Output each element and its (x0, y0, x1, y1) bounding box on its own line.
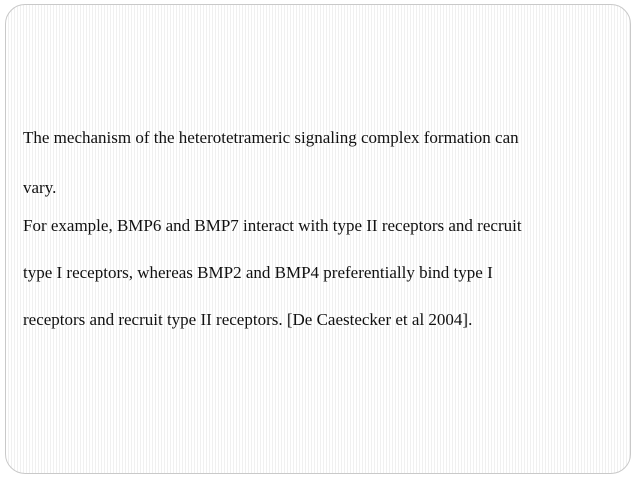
paragraph-example (23, 202, 623, 343)
paragraph-mechanism (23, 113, 623, 213)
text-line: receptors and recruit type II receptors. [De Caestecker et al 2004]. (23, 310, 473, 329)
text-line: vary. (23, 178, 57, 197)
text-line: The mechanism of the heterotetrameric signaling complex formation can (23, 128, 519, 147)
text-line: For example, BMP6 and BMP7 interact with type II receptors and recruit (23, 216, 522, 235)
slide-body-text (23, 115, 623, 343)
text-line: type I receptors, whereas BMP2 and BMP4 preferentially bind type I (23, 263, 493, 282)
slide-frame (5, 4, 631, 474)
